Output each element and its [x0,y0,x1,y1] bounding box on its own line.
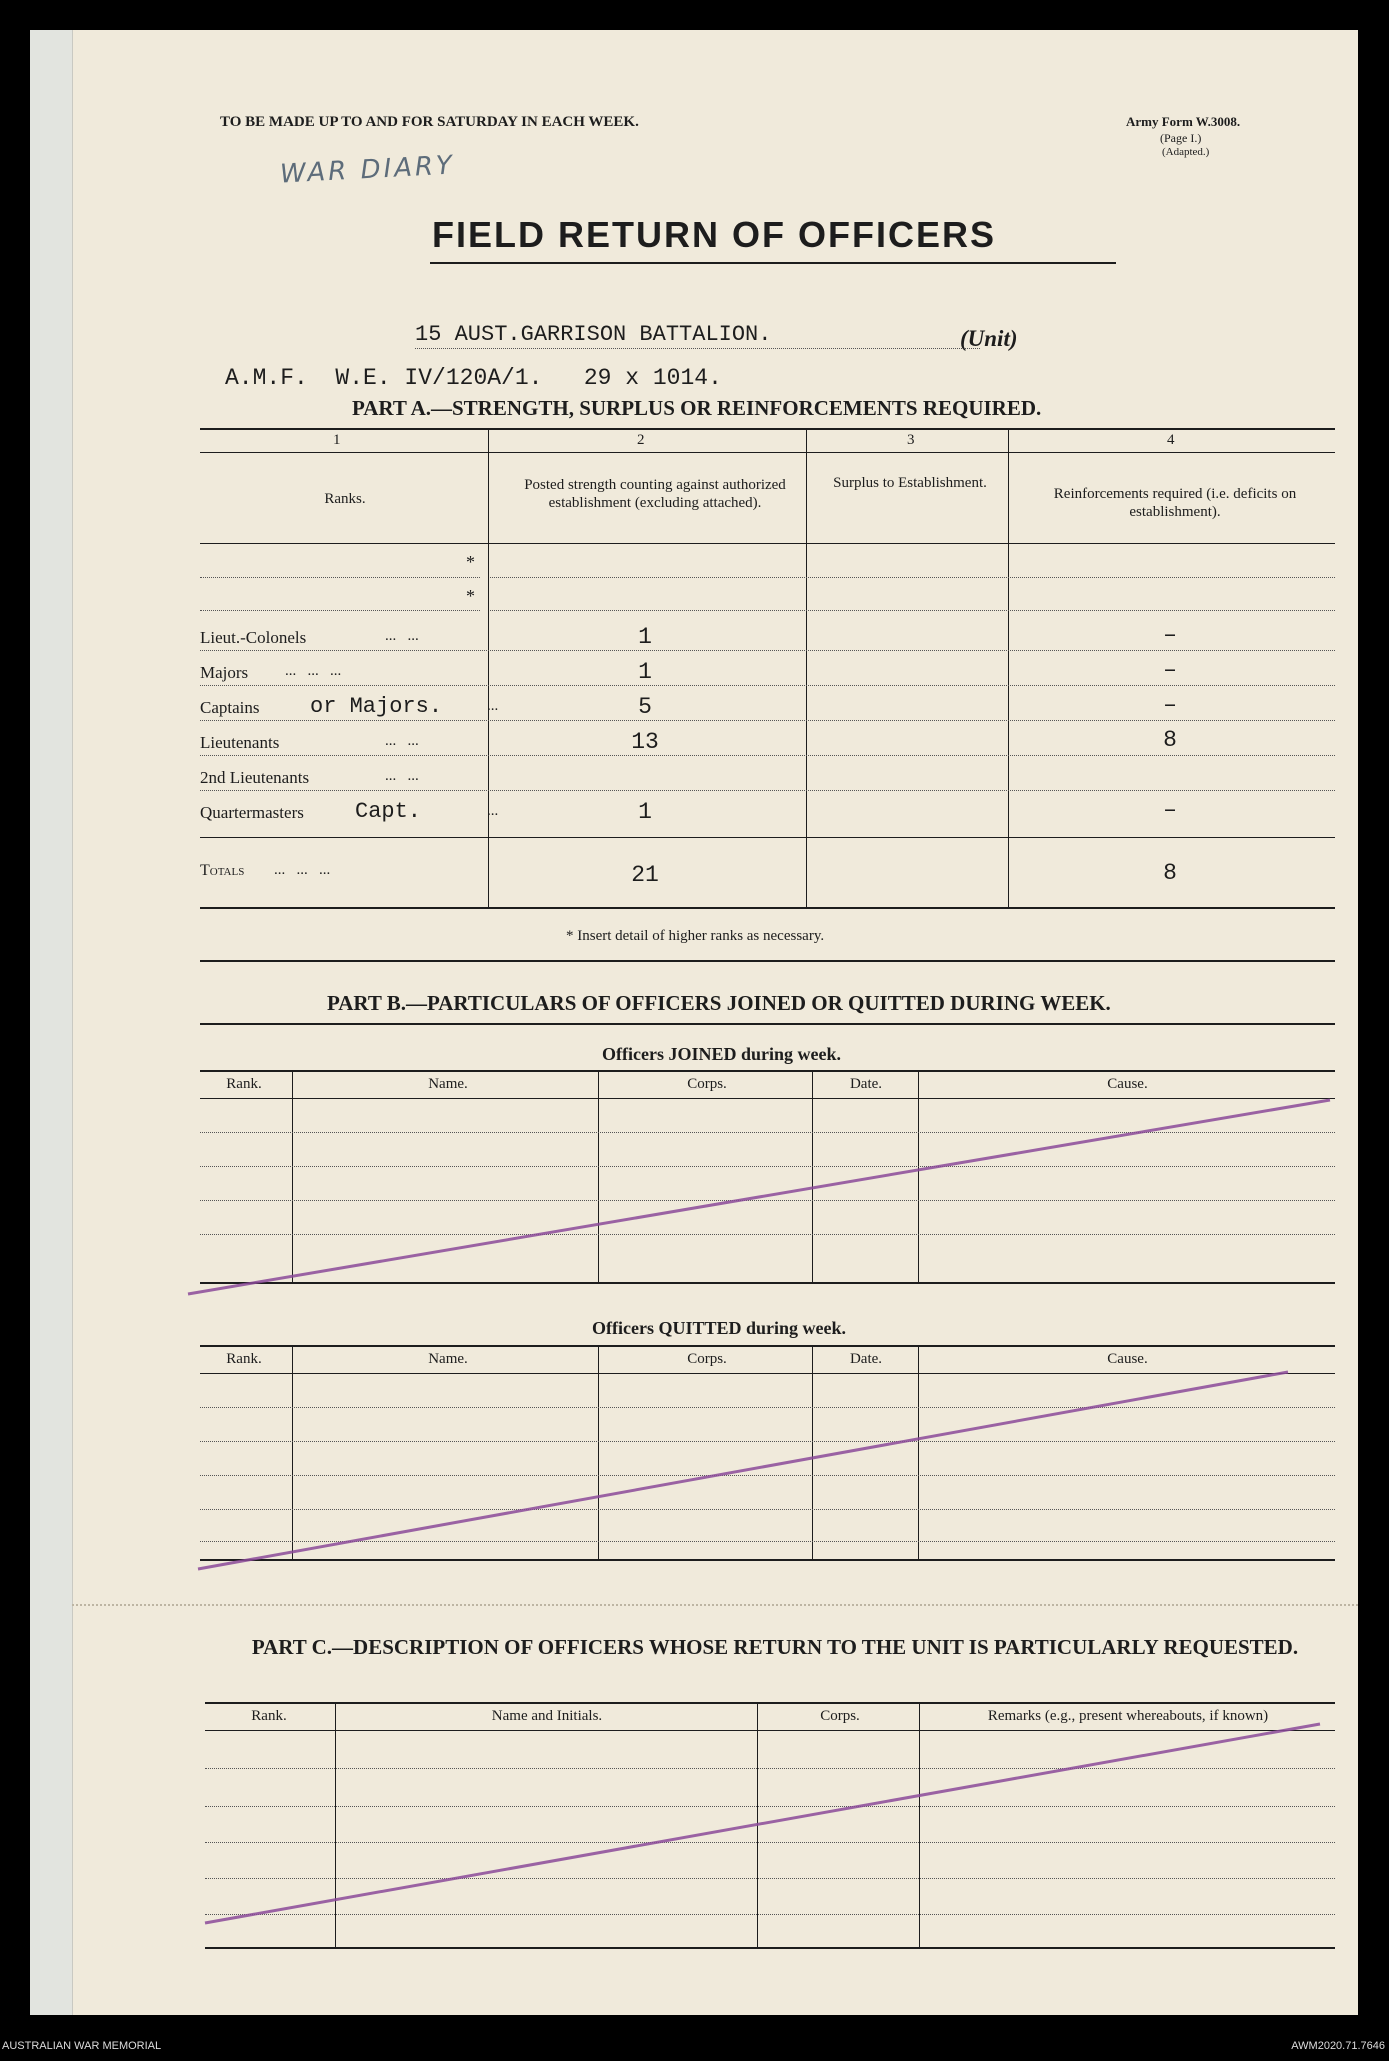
header-reinforcements: Reinforcements required (i.e. deficits on establishment). [1053,486,1297,520]
form-page [30,30,1358,2015]
rank-label: Lieutenants [200,733,280,752]
reinforcement-value: 8 [1163,727,1177,753]
rank-label: Lieut.-Colonels [200,628,307,647]
rank-handwritten-addition: or Majors. [310,694,443,719]
posted-value: 1 [638,799,652,825]
totals-dots: ... ... ... [274,862,331,878]
header-ranks: Ranks. [324,491,366,507]
part-a-heading: PART A.—STRENGTH, SURPLUS OR REINFORCEMENTS REQUIRED. [352,396,1042,420]
part-c-col-remarks: Remarks (e.g., present whereabouts, if known) [987,1708,1269,1724]
part-c-col-rank: Rank. [251,1708,287,1724]
joined-col-name: Name. [428,1076,468,1092]
rank-label: Captains [200,698,260,717]
footer-left-caption: AUSTRALIAN WAR MEMORIAL [2,2040,162,2052]
joined-col-date: Date. [849,1076,883,1092]
posted-value: 1 [638,659,652,685]
posted-value: 5 [638,694,652,720]
part-c-heading: PART C.—DESCRIPTION OF OFFICERS WHOSE RETURN TO THE UNIT IS PARTICULARLY REQUESTED. [251,1635,1299,1659]
col-number-3: 3 [907,432,915,448]
rank-handwritten-addition: Capt. [355,799,422,824]
rank-dots: ... ... ... [285,663,342,679]
header-surplus: Surplus to Establishment. [833,475,987,491]
totals-label: Totals [200,862,245,879]
unit-label: (Unit) [960,326,1018,351]
totals-posted-value: 21 [631,862,659,888]
posted-value: 13 [631,729,659,755]
rank-dots: ... ... [385,768,419,784]
quitted-strike-line [198,1372,1288,1569]
rank-dots: ... [487,698,499,714]
rank-label: 2nd Lieutenants [200,768,310,787]
part-c-strike-line [205,1724,1320,1923]
form-title: FIELD RETURN OF OFFICERS [432,214,996,255]
asterisk-2: * [466,586,475,606]
quitted-col-name: Name. [428,1351,468,1367]
page-number: (Page I.) [1160,131,1202,145]
rank-dots: ... [487,803,499,819]
col-number-4: 4 [1167,432,1175,448]
joined-col-corps: Corps. [687,1076,727,1092]
rank-dots: ... ... [385,733,419,749]
reinforcement-value: – [1163,692,1177,718]
posted-value: 1 [638,624,652,650]
reinforcement-value: – [1163,657,1177,683]
war-diary-annotation: WAR DIARY [279,150,456,190]
asterisk-1: * [466,552,475,572]
part-c-col-corps: Corps. [820,1708,860,1724]
adapted-label: (Adapted.) [1162,146,1210,158]
totals-reinforcement-value: 8 [1163,860,1177,886]
quitted-title: Officers QUITTED during week. [592,1318,846,1338]
strike-through-overlay [30,30,1358,2015]
footnote: * Insert detail of higher ranks as necessary. [566,928,825,944]
rank-label: Quartermasters [200,803,304,822]
joined-col-rank: Rank. [226,1076,262,1092]
reinforcement-value: – [1163,622,1177,648]
reinforcement-value: – [1163,797,1177,823]
header-posted-strength: Posted strength counting against authorized establishment (excluding attached). [524,477,786,511]
part-b-heading: PART B.—PARTICULARS OF OFFICERS JOINED OR QUITTED DURING WEEK. [327,991,1111,1015]
quitted-col-cause: Cause. [1107,1351,1148,1367]
quitted-col-rank: Rank. [226,1351,262,1367]
rank-dots: ... ... [385,628,419,644]
joined-title: Officers JOINED during week. [602,1044,841,1064]
joined-col-cause: Cause. [1107,1076,1148,1092]
col-number-2: 2 [637,432,645,448]
part-c-col-name: Name and Initials. [491,1708,603,1724]
joined-strike-line [188,1100,1330,1294]
unit-value: 15 AUST.GARRISON BATTALION. [415,322,772,347]
rank-label: Majors [200,663,249,682]
establishment-reference: A.M.F. W.E. IV/120A/1. 29 x 1014. [225,365,722,391]
col-number-1: 1 [333,432,341,448]
form-number: Army Form W.3008. [1126,114,1241,129]
quitted-col-corps: Corps. [687,1351,727,1367]
quitted-col-date: Date. [849,1351,883,1367]
footer-right-caption: AWM2020.71.7646 [1291,2040,1385,2052]
instruction-text: TO BE MADE UP TO AND FOR SATURDAY IN EACH WEEK. [220,114,639,130]
